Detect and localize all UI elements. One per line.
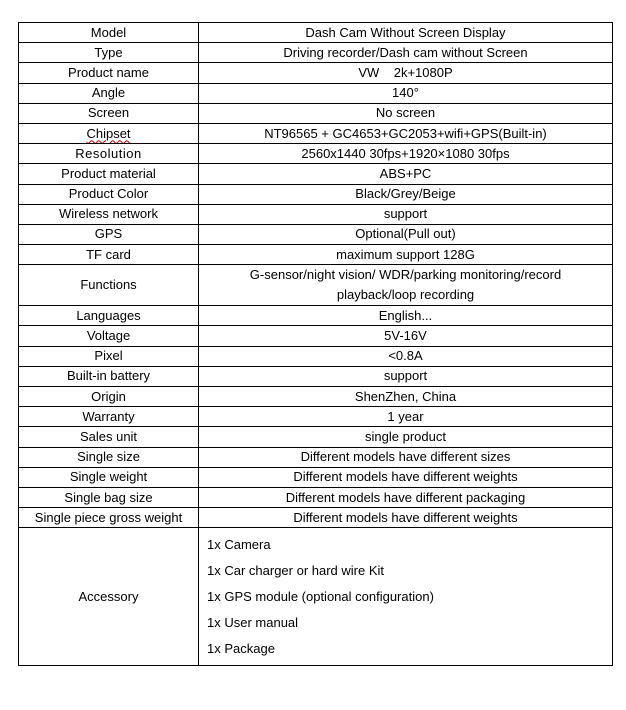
accessory-list — [207, 532, 604, 661]
row-value: G-sensor/night vision/ WDR/parking monitoring/record playback/loop recording — [199, 265, 613, 306]
row-value: No screen — [199, 103, 613, 123]
row-label: TF card — [19, 245, 199, 265]
row-label: Wireless network — [19, 204, 199, 224]
table-row-single-bag-size — [19, 487, 613, 507]
row-value: support — [199, 204, 613, 224]
list-item: 1x Camera — [207, 537, 271, 553]
table-row-wireless-network — [19, 204, 613, 224]
table-row-product-color — [19, 184, 613, 204]
row-label: GPS — [19, 224, 199, 244]
row-label: Warranty — [19, 407, 199, 427]
row-label: Origin — [19, 387, 199, 407]
row-value: Driving recorder/Dash cam without Screen — [199, 43, 613, 63]
row-label: Single weight — [19, 467, 199, 487]
row-value: 2560x1440 30fps+1920×1080 30fps — [199, 144, 613, 164]
row-label: Model — [19, 23, 199, 43]
row-value: Different models have different sizes — [199, 447, 613, 467]
row-label: Screen — [19, 103, 199, 123]
row-label: Angle — [19, 83, 199, 103]
table-row-built-in-battery — [19, 366, 613, 386]
row-value: 1 year — [199, 407, 613, 427]
table-row-voltage — [19, 326, 613, 346]
chipset-label-text: Chipset — [86, 125, 131, 141]
row-label: Functions — [19, 265, 199, 306]
row-label: Single size — [19, 447, 199, 467]
row-value: Different models have different packaging — [199, 487, 613, 507]
table-row-origin — [19, 387, 613, 407]
row-value: Different models have different weights — [199, 467, 613, 487]
row-value: Different models have different weights — [199, 508, 613, 528]
table-row-languages — [19, 306, 613, 326]
table-row-type — [19, 43, 613, 63]
table-row-chipset — [19, 123, 613, 143]
table-row-resolution — [19, 144, 613, 164]
row-label: Product material — [19, 164, 199, 184]
list-item: 1x GPS module (optional configuration) — [207, 588, 434, 604]
table-row-accessory — [19, 528, 613, 666]
row-label: Sales unit — [19, 427, 199, 447]
row-label: Single bag size — [19, 487, 199, 507]
table-row-product-material — [19, 164, 613, 184]
table-row-gps — [19, 224, 613, 244]
row-label: Single piece gross weight — [19, 508, 199, 528]
table-row-warranty — [19, 407, 613, 427]
row-label: Built-in battery — [19, 366, 199, 386]
row-label: Resolution — [19, 144, 199, 164]
row-label: Product name — [19, 63, 199, 83]
row-value: Black/Grey/Beige — [199, 184, 613, 204]
row-label: Accessory — [19, 528, 199, 666]
list-item: 1x Car charger or hard wire Kit — [207, 563, 385, 579]
table-row-model — [19, 23, 613, 43]
table-row-functions — [19, 265, 613, 306]
accessory-list-cell — [199, 528, 613, 666]
row-value: Optional(Pull out) — [199, 224, 613, 244]
row-value: 5V-16V — [199, 326, 613, 346]
row-label: Type — [19, 43, 199, 63]
row-label: Languages — [19, 306, 199, 326]
table-row-sales-unit — [19, 427, 613, 447]
row-value: NT96565 + GC4653+GC2053+wifi+GPS(Built-in) — [199, 123, 613, 143]
row-value: support — [199, 366, 613, 386]
row-value: ABS+PC — [199, 164, 613, 184]
row-value: English... — [199, 306, 613, 326]
table-row-tf-card — [19, 245, 613, 265]
table-row-single-size — [19, 447, 613, 467]
table-row-single-weight — [19, 467, 613, 487]
row-value: ShenZhen, China — [199, 387, 613, 407]
list-item: 1x User manual — [207, 614, 299, 630]
list-item: 1x Package — [207, 640, 275, 656]
table-row-product-name — [19, 63, 613, 83]
row-label: Voltage — [19, 326, 199, 346]
spec-table — [18, 22, 613, 666]
table-row-pixel — [19, 346, 613, 366]
table-row-screen — [19, 103, 613, 123]
row-value: single product — [199, 427, 613, 447]
row-value: VW 2k+1080P — [199, 63, 613, 83]
row-value: 140° — [199, 83, 613, 103]
row-value: <0.8A — [199, 346, 613, 366]
row-label — [19, 123, 199, 143]
row-label: Pixel — [19, 346, 199, 366]
row-value: maximum support 128G — [199, 245, 613, 265]
table-row-single-piece-gross-weight — [19, 508, 613, 528]
table-row-angle — [19, 83, 613, 103]
row-label: Product Color — [19, 184, 199, 204]
row-value: Dash Cam Without Screen Display — [199, 23, 613, 43]
